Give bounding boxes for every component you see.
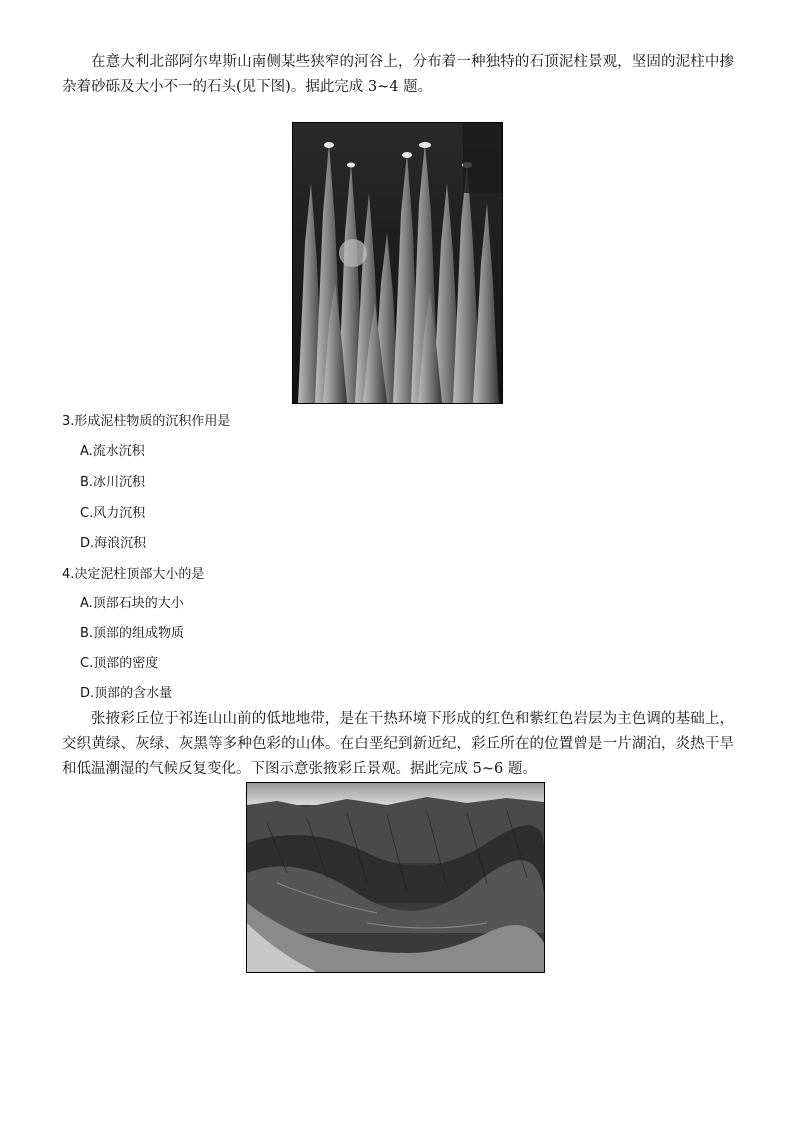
intro-paragraph-earth-pillars: 在意大利北部阿尔卑斯山南侧某些狭窄的河谷上，分布着一种独特的石顶泥柱景观，坚固的泥柱中掺杂着砂砾及大小不一的石头(见下图)。据此完成 3~4 题。 <box>62 54 734 95</box>
question-3-stem: 3.形成泥柱物质的沉积作用是 <box>62 414 231 429</box>
question-4-option-c[interactable]: C.顶部的密度 <box>80 656 159 671</box>
question-4-option-a[interactable]: A.顶部石块的大小 <box>80 596 184 611</box>
question-3-option-a[interactable]: A.流水沉积 <box>80 444 145 459</box>
question-4-option-d[interactable]: D.顶部的含水量 <box>80 686 173 701</box>
question-3-option-d[interactable]: D.海浪沉积 <box>80 536 147 551</box>
zhangye-danxia-photo <box>246 782 545 973</box>
question-3-option-c[interactable]: C.风力沉积 <box>80 506 146 521</box>
question-4-stem: 4.决定泥柱顶部大小的是 <box>62 567 205 582</box>
question-3-option-b[interactable]: B.冰川沉积 <box>80 475 146 490</box>
intro-paragraph-zhangye: 张掖彩丘位于祁连山山前的低地地带，是在干热环境下形成的红色和紫红色岩层为主色调的基础上，交织黄绿、灰绿、灰黑等多种色彩的山体。在白垩纪到新近纪，彩丘所在的位置曾是一片湖泊，炎热干旱和低温潮湿的气候反复变化。下图示意张掖彩丘景观。据此完成 5~6 题。 <box>62 711 734 777</box>
question-4-option-b[interactable]: B.顶部的组成物质 <box>80 626 185 641</box>
earth-pillars-photo <box>292 122 503 404</box>
